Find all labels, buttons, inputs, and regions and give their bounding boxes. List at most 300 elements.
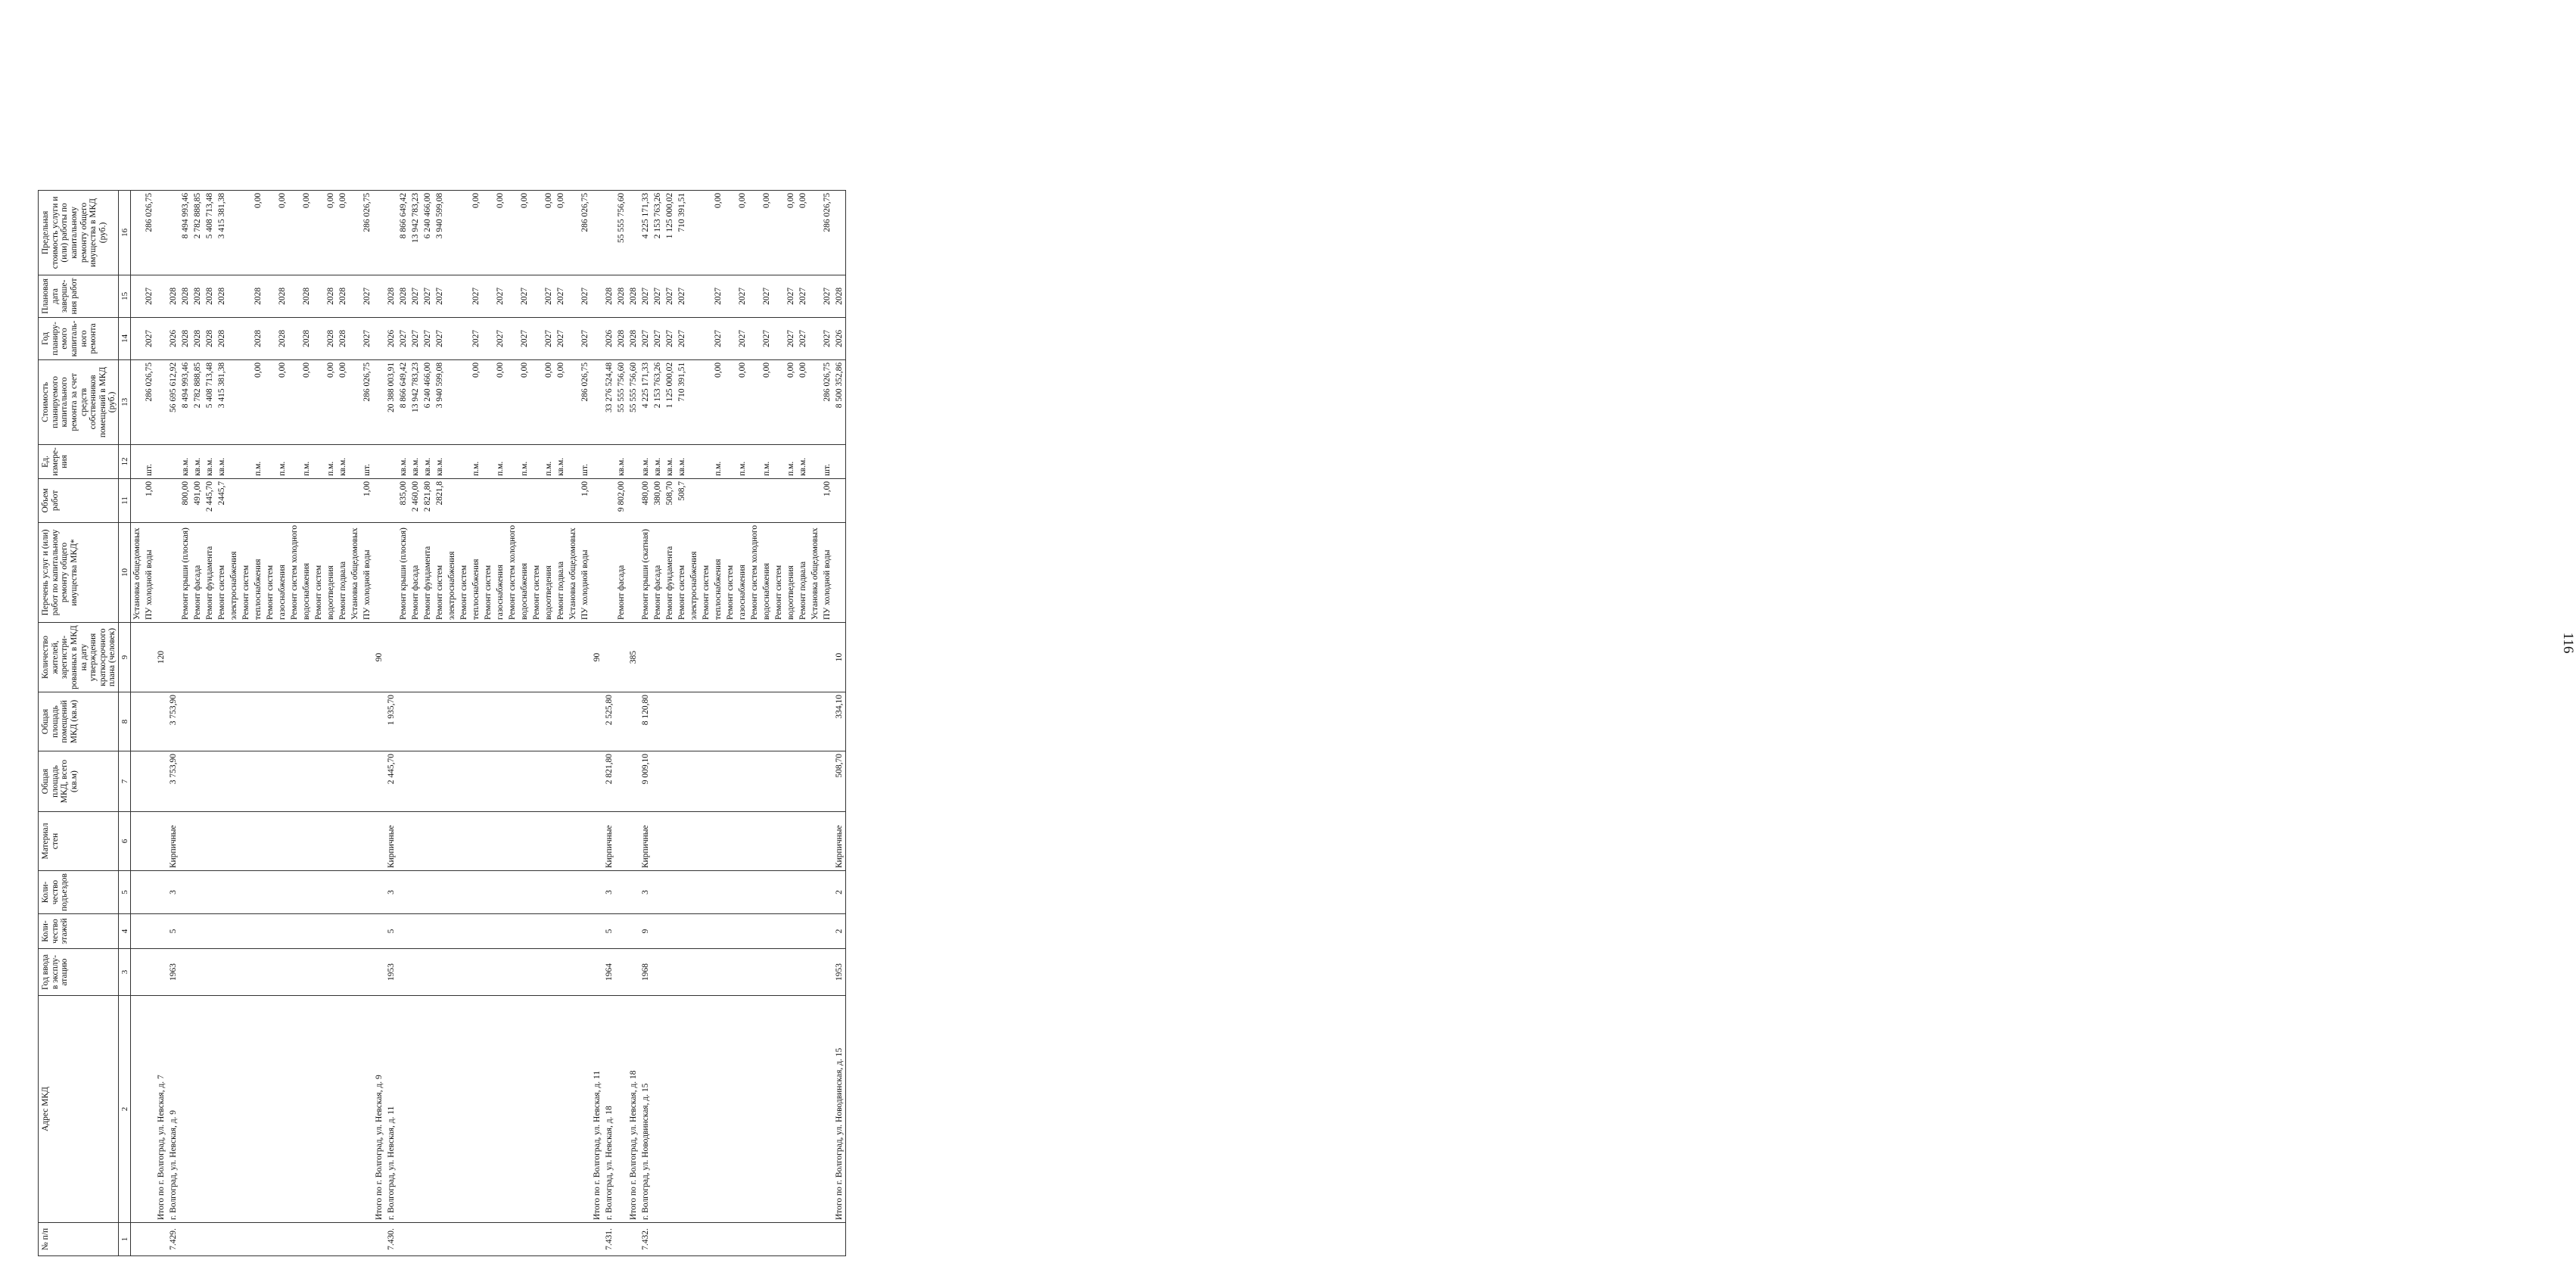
- table-cell: 2026: [385, 317, 397, 359]
- table-row: [252, 190, 264, 1255]
- table-cell: 2 445,70: [204, 478, 216, 522]
- table-cell: 1953: [833, 949, 846, 996]
- table-cell: [470, 751, 482, 812]
- table-cell: Установка общедомовых: [567, 522, 579, 622]
- table-cell: [276, 996, 288, 1223]
- table-cell: [228, 190, 240, 275]
- column-header: Ед. измере-ния: [39, 444, 119, 478]
- table-cell: [543, 478, 555, 522]
- table-cell: [761, 914, 773, 949]
- table-cell: [773, 914, 785, 949]
- table-row: [361, 190, 373, 1255]
- column-number: 8: [119, 692, 131, 751]
- table-cell: 0,00: [252, 359, 264, 444]
- table-cell: [567, 996, 579, 1223]
- table-cell: 2028: [615, 317, 627, 359]
- table-row: [567, 190, 579, 1255]
- table-cell: п.м.: [470, 444, 482, 478]
- table-cell: Кирпичные: [639, 812, 652, 871]
- table-cell: 2028: [325, 275, 337, 317]
- table-cell: 2 525,80: [603, 692, 615, 751]
- table-cell: [773, 190, 785, 275]
- table-cell: [131, 359, 144, 444]
- table-cell: Ремонт крыши (скатная): [639, 522, 652, 622]
- table-cell: [458, 871, 470, 914]
- column-number: 7: [119, 751, 131, 812]
- table-cell: 7.429.: [167, 1223, 179, 1256]
- table-cell: [446, 623, 458, 692]
- table-cell: 90: [373, 623, 385, 692]
- table-cell: кв.м.: [397, 444, 409, 478]
- table-cell: [446, 359, 458, 444]
- column-number: 3: [119, 949, 131, 996]
- column-number: 16: [119, 190, 131, 275]
- table-cell: [543, 914, 555, 949]
- table-cell: [555, 914, 567, 949]
- table-cell: [422, 1223, 434, 1256]
- table-cell: [543, 1223, 555, 1256]
- table-cell: 2028: [179, 317, 191, 359]
- table-cell: [313, 871, 325, 914]
- table-cell: [700, 1223, 712, 1256]
- table-cell: [313, 317, 325, 359]
- table-cell: 2027: [579, 275, 591, 317]
- table-cell: [204, 1223, 216, 1256]
- table-cell: [543, 949, 555, 996]
- table-cell: [446, 751, 458, 812]
- table-cell: [518, 692, 530, 751]
- table-cell: [809, 444, 821, 478]
- table-cell: 2028: [325, 317, 337, 359]
- table-cell: Кирпичные: [603, 812, 615, 871]
- table-row: [615, 190, 627, 1255]
- table-cell: [591, 317, 603, 359]
- table-cell: [228, 812, 240, 871]
- table-cell: [409, 751, 422, 812]
- table-cell: [615, 996, 627, 1223]
- table-cell: [724, 871, 736, 914]
- table-cell: [252, 812, 264, 871]
- table-cell: [288, 949, 300, 996]
- table-cell: 0,00: [494, 359, 506, 444]
- table-cell: [833, 190, 846, 275]
- table-cell: 20 388 003,91: [385, 359, 397, 444]
- table-cell: водоснабжения: [518, 522, 530, 622]
- table-cell: [288, 317, 300, 359]
- table-row: [506, 190, 518, 1255]
- table-cell: [712, 949, 724, 996]
- column-number: 14: [119, 317, 131, 359]
- table-cell: [785, 812, 797, 871]
- table-cell: 2028: [627, 317, 639, 359]
- table-cell: [434, 996, 446, 1223]
- table-cell: [761, 949, 773, 996]
- table-row: [313, 190, 325, 1255]
- table-cell: [797, 914, 809, 949]
- table-cell: [325, 751, 337, 812]
- table-cell: кв.м.: [615, 444, 627, 478]
- table-cell: [748, 623, 761, 692]
- table-cell: [373, 871, 385, 914]
- table-cell: 13 942 783,23: [409, 190, 422, 275]
- table-cell: [688, 275, 700, 317]
- table-cell: [579, 812, 591, 871]
- table-cell: 286 026,75: [361, 359, 373, 444]
- table-cell: [809, 751, 821, 812]
- table-cell: 2027: [494, 317, 506, 359]
- table-cell: кв.м.: [204, 444, 216, 478]
- table-cell: [361, 812, 373, 871]
- table-cell: г. Волгоград, ул. Невская, д. 9: [167, 996, 179, 1223]
- table-cell: [797, 871, 809, 914]
- table-cell: [797, 692, 809, 751]
- table-cell: [664, 623, 676, 692]
- table-cell: [518, 996, 530, 1223]
- table-cell: [530, 812, 543, 871]
- table-cell: кв.м.: [664, 444, 676, 478]
- table-cell: 508,70: [664, 478, 676, 522]
- table-cell: 286 026,75: [143, 359, 155, 444]
- table-cell: [748, 444, 761, 478]
- table-cell: [506, 275, 518, 317]
- table-cell: Ремонт фундамента: [422, 522, 434, 622]
- table-cell: [240, 623, 252, 692]
- table-cell: 6 240 466,00: [422, 359, 434, 444]
- table-cell: Ремонт систем холодного: [288, 522, 300, 622]
- table-cell: [131, 751, 144, 812]
- table-cell: [470, 1223, 482, 1256]
- column-header: Год планиру-емого капиталь-ного ремонта: [39, 317, 119, 359]
- table-cell: [288, 996, 300, 1223]
- table-cell: 0,00: [470, 359, 482, 444]
- table-cell: [688, 623, 700, 692]
- table-cell: [821, 949, 833, 996]
- table-row: [337, 190, 349, 1255]
- table-cell: [373, 478, 385, 522]
- table-cell: 3 415 381,38: [216, 190, 228, 275]
- table-cell: [143, 871, 155, 914]
- table-cell: 8 494 993,46: [179, 190, 191, 275]
- table-cell: [434, 914, 446, 949]
- table-cell: [615, 623, 627, 692]
- table-cell: [155, 275, 167, 317]
- table-cell: [688, 996, 700, 1223]
- table-cell: 2027: [652, 275, 664, 317]
- table-cell: [446, 692, 458, 751]
- table-cell: [458, 623, 470, 692]
- table-cell: [567, 317, 579, 359]
- table-cell: [627, 871, 639, 914]
- column-number: 4: [119, 914, 131, 949]
- table-cell: [567, 478, 579, 522]
- table-cell: [494, 751, 506, 812]
- table-cell: [773, 478, 785, 522]
- table-cell: [821, 623, 833, 692]
- table-cell: [821, 812, 833, 871]
- table-cell: [506, 914, 518, 949]
- table-cell: [785, 949, 797, 996]
- table-cell: [809, 359, 821, 444]
- table-cell: [555, 996, 567, 1223]
- table-cell: [325, 623, 337, 692]
- table-cell: [240, 359, 252, 444]
- table-cell: [385, 444, 397, 478]
- table-cell: [506, 444, 518, 478]
- table-row: [373, 190, 385, 1255]
- table-cell: 2 782 888,85: [191, 190, 204, 275]
- table-cell: [155, 190, 167, 275]
- table-cell: 2026: [603, 317, 615, 359]
- table-cell: [712, 692, 724, 751]
- table-row: [349, 190, 361, 1255]
- table-cell: 0,00: [712, 190, 724, 275]
- table-cell: 2027: [664, 275, 676, 317]
- table-cell: 56 695 612,92: [167, 359, 179, 444]
- table-cell: [434, 751, 446, 812]
- table-cell: 2027: [470, 275, 482, 317]
- table-cell: [216, 949, 228, 996]
- table-cell: [397, 996, 409, 1223]
- table-cell: [446, 275, 458, 317]
- table-cell: [470, 692, 482, 751]
- table-cell: ПУ холодной воды: [821, 522, 833, 622]
- table-cell: [264, 317, 276, 359]
- table-cell: [579, 623, 591, 692]
- table-cell: Ремонт фундамента: [204, 522, 216, 622]
- table-cell: 2027: [639, 317, 652, 359]
- table-cell: [494, 996, 506, 1223]
- table-cell: [470, 949, 482, 996]
- table-cell: [349, 751, 361, 812]
- table-cell: [470, 914, 482, 949]
- table-cell: [264, 444, 276, 478]
- table-cell: [155, 359, 167, 444]
- table-cell: 2028: [337, 275, 349, 317]
- table-cell: [482, 1223, 494, 1256]
- table-cell: [700, 812, 712, 871]
- table-cell: Итого по г. Волгоград, ул. Невская, д. 9: [373, 996, 385, 1223]
- table-cell: 2028: [300, 275, 313, 317]
- table-row: [482, 190, 494, 1255]
- table-cell: 710 391,51: [676, 190, 688, 275]
- table-cell: 8 866 649,42: [397, 190, 409, 275]
- table-cell: [736, 949, 748, 996]
- table-cell: [143, 751, 155, 812]
- table-cell: [422, 751, 434, 812]
- table-cell: Ремонт подвала: [797, 522, 809, 622]
- table-cell: 2027: [676, 275, 688, 317]
- table-cell: [530, 317, 543, 359]
- table-cell: [288, 359, 300, 444]
- table-cell: [240, 444, 252, 478]
- table-cell: [518, 871, 530, 914]
- table-cell: [349, 949, 361, 996]
- table-cell: 7.430.: [385, 1223, 397, 1256]
- table-cell: 2027: [143, 317, 155, 359]
- table-cell: [131, 949, 144, 996]
- table-cell: [288, 692, 300, 751]
- table-cell: 3 415 381,38: [216, 359, 228, 444]
- table-cell: [518, 623, 530, 692]
- table-cell: [131, 444, 144, 478]
- table-row: [785, 190, 797, 1255]
- table-cell: [809, 478, 821, 522]
- table-cell: [240, 190, 252, 275]
- column-number-row: [119, 190, 131, 1255]
- table-cell: [579, 871, 591, 914]
- table-row: [216, 190, 228, 1255]
- table-cell: [664, 812, 676, 871]
- table-cell: [555, 1223, 567, 1256]
- table-cell: [712, 1223, 724, 1256]
- table-cell: 2027: [494, 275, 506, 317]
- table-cell: теплоснабжения: [252, 522, 264, 622]
- table-cell: газоснабжения: [736, 522, 748, 622]
- table-cell: [313, 478, 325, 522]
- table-cell: 2028: [191, 317, 204, 359]
- table-cell: [264, 871, 276, 914]
- table-cell: [482, 871, 494, 914]
- table-cell: [506, 317, 518, 359]
- table-cell: п.м.: [494, 444, 506, 478]
- table-cell: [773, 692, 785, 751]
- table-cell: 286 026,75: [361, 190, 373, 275]
- table-cell: [579, 692, 591, 751]
- table-cell: 2028: [603, 275, 615, 317]
- table-cell: [785, 478, 797, 522]
- table-cell: 5: [385, 914, 397, 949]
- table-cell: Ремонт систем холодного: [748, 522, 761, 622]
- table-cell: [155, 444, 167, 478]
- table-cell: [688, 317, 700, 359]
- table-cell: [313, 996, 325, 1223]
- table-cell: кв.м.: [676, 444, 688, 478]
- table-row: [240, 190, 252, 1255]
- table-cell: [724, 949, 736, 996]
- table-cell: [276, 623, 288, 692]
- table-cell: [652, 812, 664, 871]
- table-cell: [494, 914, 506, 949]
- table-cell: [397, 1223, 409, 1256]
- table-cell: Ремонт систем: [458, 522, 470, 622]
- table-cell: [482, 623, 494, 692]
- table-cell: [591, 871, 603, 914]
- table-cell: [482, 444, 494, 478]
- table-cell: [446, 914, 458, 949]
- table-cell: [506, 478, 518, 522]
- table-cell: [530, 949, 543, 996]
- table-cell: [530, 751, 543, 812]
- table-cell: 0,00: [712, 359, 724, 444]
- table-cell: [155, 949, 167, 996]
- table-cell: [337, 949, 349, 996]
- table-cell: 385: [627, 623, 639, 692]
- table-row: [397, 190, 409, 1255]
- table-cell: [288, 914, 300, 949]
- table-cell: [216, 623, 228, 692]
- table-cell: [240, 1223, 252, 1256]
- table-cell: [409, 623, 422, 692]
- table-cell: [458, 190, 470, 275]
- table-cell: [712, 871, 724, 914]
- table-cell: [615, 1223, 627, 1256]
- table-cell: [748, 478, 761, 522]
- table-cell: 2 153 763,26: [652, 359, 664, 444]
- column-header: Общая площадь МКД, всего (кв.м): [39, 751, 119, 812]
- table-cell: теплоснабжения: [712, 522, 724, 622]
- table-cell: Ремонт систем: [700, 522, 712, 622]
- table-cell: 3 940 599,08: [434, 190, 446, 275]
- table-cell: [288, 751, 300, 812]
- table-row: [809, 190, 821, 1255]
- table-cell: [567, 444, 579, 478]
- table-cell: 286 026,75: [821, 359, 833, 444]
- table-cell: кв.м.: [179, 444, 191, 478]
- table-cell: [349, 478, 361, 522]
- table-cell: [773, 275, 785, 317]
- table-cell: [748, 812, 761, 871]
- table-cell: [773, 444, 785, 478]
- table-cell: [652, 751, 664, 812]
- table-cell: [700, 317, 712, 359]
- table-cell: [228, 359, 240, 444]
- table-cell: [264, 1223, 276, 1256]
- table-cell: [458, 444, 470, 478]
- table-row: [276, 190, 288, 1255]
- table-cell: [809, 692, 821, 751]
- table-cell: Ремонт систем: [264, 522, 276, 622]
- table-cell: [264, 812, 276, 871]
- table-cell: [191, 871, 204, 914]
- table-cell: [252, 751, 264, 812]
- table-cell: 1963: [167, 949, 179, 996]
- table-row: [434, 190, 446, 1255]
- table-cell: [204, 692, 216, 751]
- capital-repair-table: [38, 190, 846, 1256]
- table-cell: [724, 275, 736, 317]
- table-cell: 2027: [434, 317, 446, 359]
- table-cell: [773, 623, 785, 692]
- table-cell: [361, 751, 373, 812]
- table-cell: [397, 692, 409, 751]
- table-cell: [748, 275, 761, 317]
- table-cell: [252, 949, 264, 996]
- table-cell: [809, 190, 821, 275]
- table-cell: 2028: [179, 275, 191, 317]
- table-cell: [773, 812, 785, 871]
- table-cell: [833, 444, 846, 478]
- table-cell: [748, 317, 761, 359]
- table-cell: 9: [639, 914, 652, 949]
- table-cell: [313, 812, 325, 871]
- table-cell: [264, 949, 276, 996]
- table-cell: [446, 1223, 458, 1256]
- table-cell: [204, 871, 216, 914]
- table-cell: 10: [833, 623, 846, 692]
- table-cell: [191, 1223, 204, 1256]
- table-cell: [664, 914, 676, 949]
- table-cell: [761, 1223, 773, 1256]
- table-cell: [373, 522, 385, 622]
- table-cell: [385, 190, 397, 275]
- table-cell: 2027: [543, 275, 555, 317]
- table-cell: [349, 692, 361, 751]
- table-cell: [748, 1223, 761, 1256]
- table-cell: Ремонт систем: [530, 522, 543, 622]
- table-cell: [494, 871, 506, 914]
- table-cell: г. Волгоград, ул. Невская, д. 18: [603, 996, 615, 1223]
- table-cell: [652, 996, 664, 1223]
